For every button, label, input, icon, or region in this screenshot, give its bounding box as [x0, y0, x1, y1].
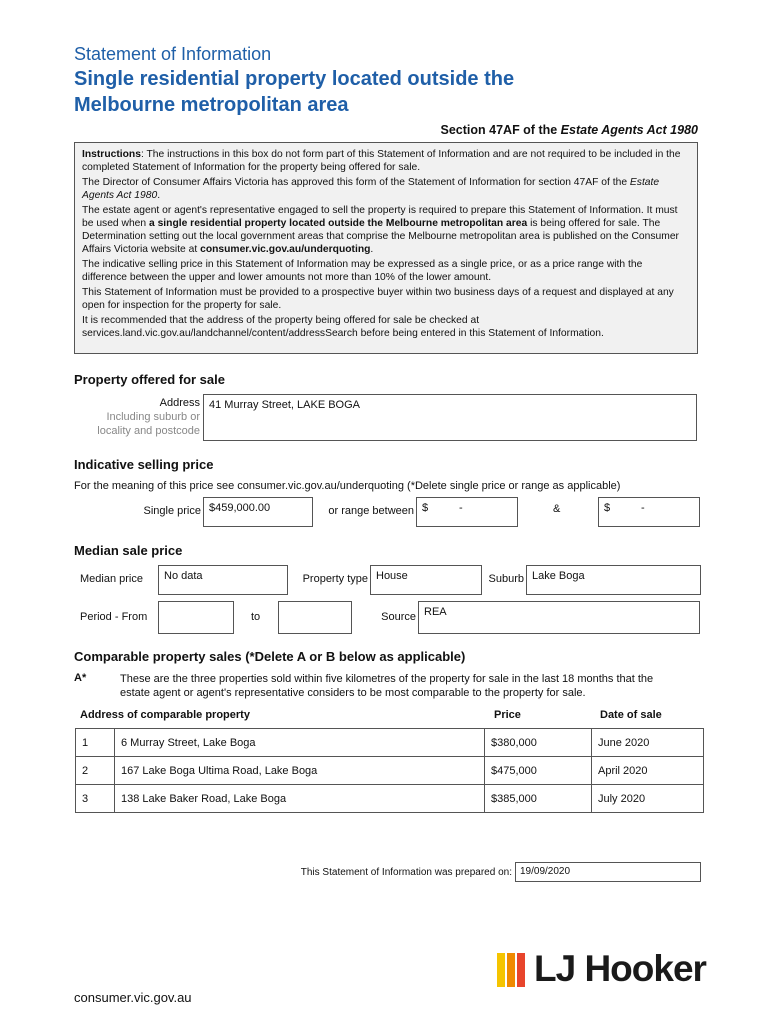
source-label: Source [381, 611, 416, 623]
row-address[interactable]: 138 Lake Baker Road, Lake Boga [115, 785, 485, 813]
option-a-text-line2: estate agent or agent's representative considers to be most comparable to the property for sale. [120, 687, 586, 699]
act-reference [441, 123, 698, 137]
instructions-p2-act: Estate Agents Act 1980 [82, 177, 660, 201]
form-title-line1: Single residential property located outside the [74, 68, 515, 90]
instructions-p3-end: . [370, 244, 374, 255]
row-number: 1 [76, 729, 115, 757]
instructions-p2-end: . [157, 190, 161, 201]
option-a-text-line1: These are the three properties sold within five kilometres of the property for sale in the last 18 months that the [120, 673, 654, 685]
footer-site: consumer.vic.gov.au [74, 990, 192, 1005]
row-date[interactable]: April 2020 [592, 757, 704, 785]
row-price[interactable]: $475,000 [485, 757, 592, 785]
range-from-value: - [459, 502, 463, 514]
median-price-label: Median price [80, 573, 143, 585]
instructions-p3-link: consumer.vic.gov.au/underquoting [200, 244, 371, 255]
median-heading: Median sale price [74, 543, 183, 558]
range-from-symbol: $ [422, 502, 429, 514]
option-a-label: A* [74, 672, 87, 684]
logo-bar-orange [507, 953, 515, 987]
range-to-symbol: $ [604, 502, 611, 514]
range-label: or range between [328, 505, 414, 517]
table-row [76, 757, 704, 785]
logo-bar-red [517, 953, 525, 987]
instructions-p3-cont: is being offered for sale. The Determination setting out the local government areas that comprise the Melbourne metropolitan area is published on the Consumer Affairs Victoria website at [82, 218, 679, 255]
address-label-line1: Address [159, 397, 200, 409]
suburb-label: Suburb [488, 573, 524, 585]
col-date-header: Date of sale [600, 709, 662, 721]
instructions-p3-bold: a single residential property located outside the Melbourne metropolitan area [148, 218, 528, 229]
period-from-field[interactable] [158, 601, 234, 634]
form-title-line2: Melbourne metropolitan area [74, 94, 349, 116]
form-subtitle: Statement of Information [74, 44, 272, 64]
range-to-value: - [641, 502, 645, 514]
table-row [76, 729, 704, 757]
period-from-label: Period - From [80, 611, 148, 623]
row-date[interactable]: July 2020 [592, 785, 704, 813]
property-type-label: Property type [302, 573, 368, 585]
logo-bar-yellow [497, 953, 505, 987]
row-address[interactable]: 167 Lake Boga Ultima Road, Lake Boga [115, 757, 485, 785]
property-type-field[interactable]: House [370, 565, 482, 595]
col-address-header: Address of comparable property [80, 709, 250, 721]
instructions-p5: This Statement of Information must be provided to a prospective buyer within two business days of a request and displayed at any open for inspection for the property for sale. [82, 287, 674, 311]
instructions-p4: The indicative selling price in this Statement of Information may be expressed as a single price, or as a price range with the difference between the upper and lower amounts not more than 10% of the lower amount. [82, 259, 643, 283]
row-date[interactable]: June 2020 [592, 729, 704, 757]
row-number: 3 [76, 785, 115, 813]
single-price-label: Single price [143, 505, 201, 517]
instructions-p6: It is recommended that the address of the property being offered for sale be checked at services.land.vic.gov.au/landchannel/content/addressSearch before being entered in this Statement of Information. [82, 315, 604, 339]
source-field[interactable]: REA [418, 601, 700, 634]
act-prefix: Section 47AF of the [440, 123, 561, 137]
median-price-field[interactable]: No data [158, 565, 288, 595]
suburb-field[interactable]: Lake Boga [526, 565, 701, 595]
instructions-box [74, 142, 698, 354]
comparable-table [75, 728, 704, 813]
period-to-label: to [251, 611, 261, 623]
address-label-line2: Including suburb or [106, 411, 200, 423]
table-row [76, 785, 704, 813]
prepared-date-field[interactable]: 19/09/2020 [515, 862, 701, 882]
indicative-note: For the meaning of this price see consumer.vic.gov.au/underquoting (*Delete single price or range as applicable) [74, 480, 621, 492]
logo-text: LJ Hooker [534, 948, 706, 989]
range-to-field[interactable] [598, 497, 700, 527]
single-price-field[interactable]: $459,000.00 [203, 497, 313, 527]
range-ampersand: & [553, 503, 561, 515]
col-price-header: Price [494, 709, 521, 721]
instructions-label: Instructions [82, 149, 141, 160]
row-address[interactable]: 6 Murray Street, Lake Boga [115, 729, 485, 757]
instructions-p1: : The instructions in this box do not form part of this Statement of Information and are not required to be included in the completed Statement of Information for the property being offered for sale. [82, 149, 681, 173]
instructions-p3: The estate agent or agent's representative engaged to sell the property is required to prepare this Statement of Information. It must be used when [82, 205, 678, 229]
instructions-p2: The Director of Consumer Affairs Victoria has approved this form of the Statement of Information for section 47AF of the [82, 177, 630, 188]
period-to-field[interactable] [278, 601, 352, 634]
comparable-heading: Comparable property sales (*Delete A or B below as applicable) [74, 649, 466, 664]
prepared-label: This Statement of Information was prepared on: [300, 867, 512, 878]
address-field[interactable]: 41 Murray Street, LAKE BOGA [203, 394, 697, 441]
form-title [74, 66, 514, 118]
indicative-heading: Indicative selling price [74, 457, 214, 472]
row-price[interactable]: $385,000 [485, 785, 592, 813]
property-heading: Property offered for sale [74, 372, 225, 387]
address-label [80, 396, 200, 438]
act-name: Estate Agents Act 1980 [560, 123, 698, 137]
row-number: 2 [76, 757, 115, 785]
option-a-text [120, 672, 653, 700]
range-from-field[interactable] [416, 497, 518, 527]
address-label-line3: locality and postcode [97, 425, 200, 437]
row-price[interactable]: $380,000 [485, 729, 592, 757]
